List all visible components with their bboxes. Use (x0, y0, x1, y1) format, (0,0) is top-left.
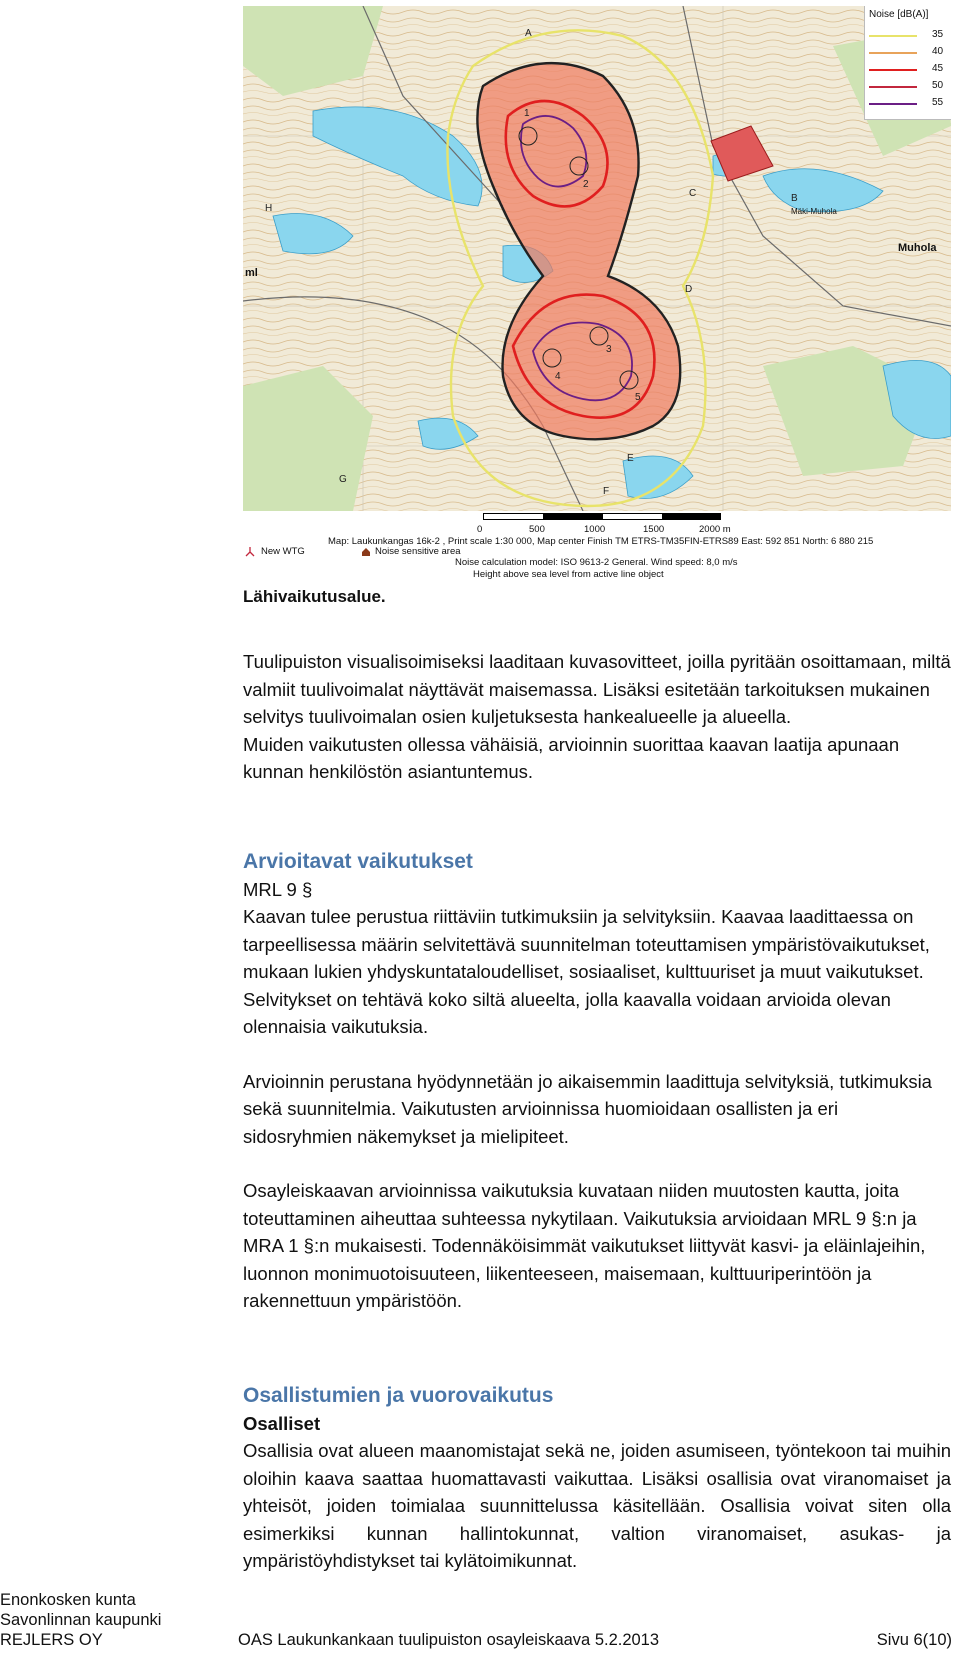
section-heading-participation: Osallistumien ja vuorovaikutus (243, 1384, 554, 1407)
impacts-paragraph-1: Kaavan tulee perustua riittäviin tutkimuksiin ja selvityksiin. Kaavaa laadittaessa on tarpeellisessa määrin selvitettävä suunnitelman toteuttamisen ympäristövaikutukset, mukaan lukien yhdyskuntataloudelliset, sosiaaliset, kulttuuriset ja muut vaikutukset. Selvitykset on tehtävä koko siltä alueelta, jolla kaavalla voidaan arvioida olevan olennaisia vaikutuksia. (243, 906, 930, 1037)
legend-swatch-55 (869, 103, 917, 105)
legend-value-45: 45 (932, 63, 944, 74)
legend-swatch-50 (869, 86, 917, 88)
calc-model: Noise calculation model: ISO 9613-2 General. Wind speed: 8,0 m/s (455, 557, 738, 568)
scale-bar (483, 513, 721, 521)
turbine-label-4: 4 (555, 371, 561, 382)
page-footer (0, 1591, 960, 1667)
receptor-g: G (339, 474, 347, 485)
intro-paragraph-2: Muiden vaikutusten ollessa vähäisiä, arvioinnin suorittaa kaavan laatija apunaan kunnan henkilöstön asiantuntemus. (243, 733, 900, 782)
participation-paragraph: Osallisia ovat alueen maanomistajat sekä ne, joiden asumiseen, työntekoon tai muihin oloihin kaava saattaa huomattavasti vaikuttaa. Lisäksi osallisia ovat viranomaiset ja yhteisöt, joiden toimialaa suunnittelussa käsitellään. Osallisia voivat siten olla esimerkiksi kunnan hallintokunnat, valtion viranomaiset, asukas- ja ympäristöyhdistykset tai kylätoimikunnat. (243, 1440, 951, 1571)
legend-value-50: 50 (932, 80, 944, 91)
turbine-label-5: 5 (635, 392, 641, 403)
scale-segment-4 (662, 513, 721, 520)
legend-row-45 (869, 64, 949, 76)
law-reference: MRL 9 § (243, 878, 313, 900)
scale-segment-1 (483, 513, 545, 520)
scale-tick-2000: 2000 m (699, 524, 731, 535)
scale-tick-0: 0 (477, 524, 483, 535)
noise-map (243, 6, 951, 511)
legend-row-40 (869, 47, 949, 59)
legend-new-wtg: New WTG (261, 546, 305, 557)
receptor-e: E (627, 453, 634, 464)
receptor-b: B (791, 193, 798, 204)
subheading-stakeholders: Osalliset (243, 1412, 321, 1434)
legend-title: Noise [dB(A)] (869, 9, 929, 20)
turbine-label-2: 2 (583, 179, 589, 190)
section-heading-impacts: Arvioitavat vaikutukset (243, 850, 473, 873)
legend-row-55 (869, 98, 949, 110)
figure-caption: Lähivaikutusalue. (243, 587, 386, 606)
place-muhola: Muhola (898, 242, 937, 254)
map-info (243, 511, 951, 583)
footer-municipality-2: Savonlinnan kaupunki (0, 1611, 162, 1629)
legend-swatch-40 (869, 52, 917, 54)
wtg-symbol-icon (245, 547, 255, 557)
intro-text (243, 648, 951, 786)
place-maki-muhola: Mäki-Muhola (791, 207, 837, 216)
legend-value-40: 40 (932, 46, 944, 57)
scale-tick-1000: 1000 (584, 524, 606, 535)
legend-row-35 (869, 30, 949, 42)
intro-paragraph-1: Tuulipuiston visualisoimiseksi laaditaan kuvasovitteet, joilla pyritään osoittamaan, miltä valmiit tuulivoimalat näyttävät maisemassa. Lisäksi esitetään tarkoituksen mukainen selvitys tuulivoimalan osien kuljetuksesta hankealueelle ja alueella. (243, 651, 951, 727)
receptor-h: H (265, 203, 273, 214)
footer-municipality-1: Enonkosken kunta (0, 1591, 136, 1609)
legend-value-35: 35 (932, 29, 944, 40)
legend-swatch-35 (869, 35, 917, 37)
scale-segment-2 (543, 513, 602, 520)
impacts-paragraph-2: Arvioinnin perustana hyödynnetään jo aikaisemmin laadittuja selvityksiä, tutkimuksia sekä suunnitelmia. Vaikutusten arvioinnissa huomioidaan osallisten ja eri sidosryhmien näkemykset ja mielipiteet. (243, 1070, 932, 1147)
legend-value-55: 55 (932, 97, 944, 108)
scale-tick-1500: 1500 (643, 524, 665, 535)
footer-company: REJLERS OY (0, 1631, 103, 1649)
height-note: Height above sea level from active line object (473, 569, 664, 580)
turbine-label-1: 1 (524, 108, 530, 119)
turbine-label-3: 3 (606, 344, 612, 355)
house-icon (361, 547, 371, 557)
receptor-a: A (525, 28, 532, 39)
footer-page-number: Sivu 6(10) (876, 1631, 952, 1649)
noise-map-graphic (243, 6, 951, 511)
legend-noise-sensitive: Noise sensitive area (375, 546, 461, 557)
noise-legend (864, 6, 951, 120)
legend-row-50 (869, 81, 949, 93)
receptor-f: F (603, 486, 610, 497)
receptor-c: C (689, 188, 697, 199)
section-impacts (243, 848, 951, 1315)
impacts-paragraph-3: Osayleiskaavan arvioinnissa vaikutuksia kuvataan niiden muutosten kautta, joita toteuttaminen aiheuttaa suhteessa nykytilaan. Vaikutuksia arvioidaan MRL 9 §:n ja MRA 1 §:n mukaisesti. Todennäköisimmät vaikutukset liittyvät kasvi- ja eläinlajeihin, luonnon monimuotoisuuteen, liikenteeseen, maisemaan, kulttuuriperintöön ja rakennettuun ympäristöön. (243, 1180, 926, 1311)
scale-segment-3 (602, 513, 664, 520)
legend-swatch-45 (869, 69, 917, 71)
section-participation (243, 1382, 951, 1575)
map-info-line: Map: Laukunkangas 16k-2 , Print scale 1:30 000, Map center Finish TM ETRS-TM35FIN-ETRS89 East: 592 851 North: 6 880 215 (328, 536, 874, 547)
place-ml: ml (245, 267, 258, 279)
scale-tick-500: 500 (529, 524, 545, 535)
receptor-d: D (685, 284, 693, 295)
footer-document-title: OAS Laukunkankaan tuulipuiston osayleiskaava 5.2.2013 (238, 1631, 660, 1649)
